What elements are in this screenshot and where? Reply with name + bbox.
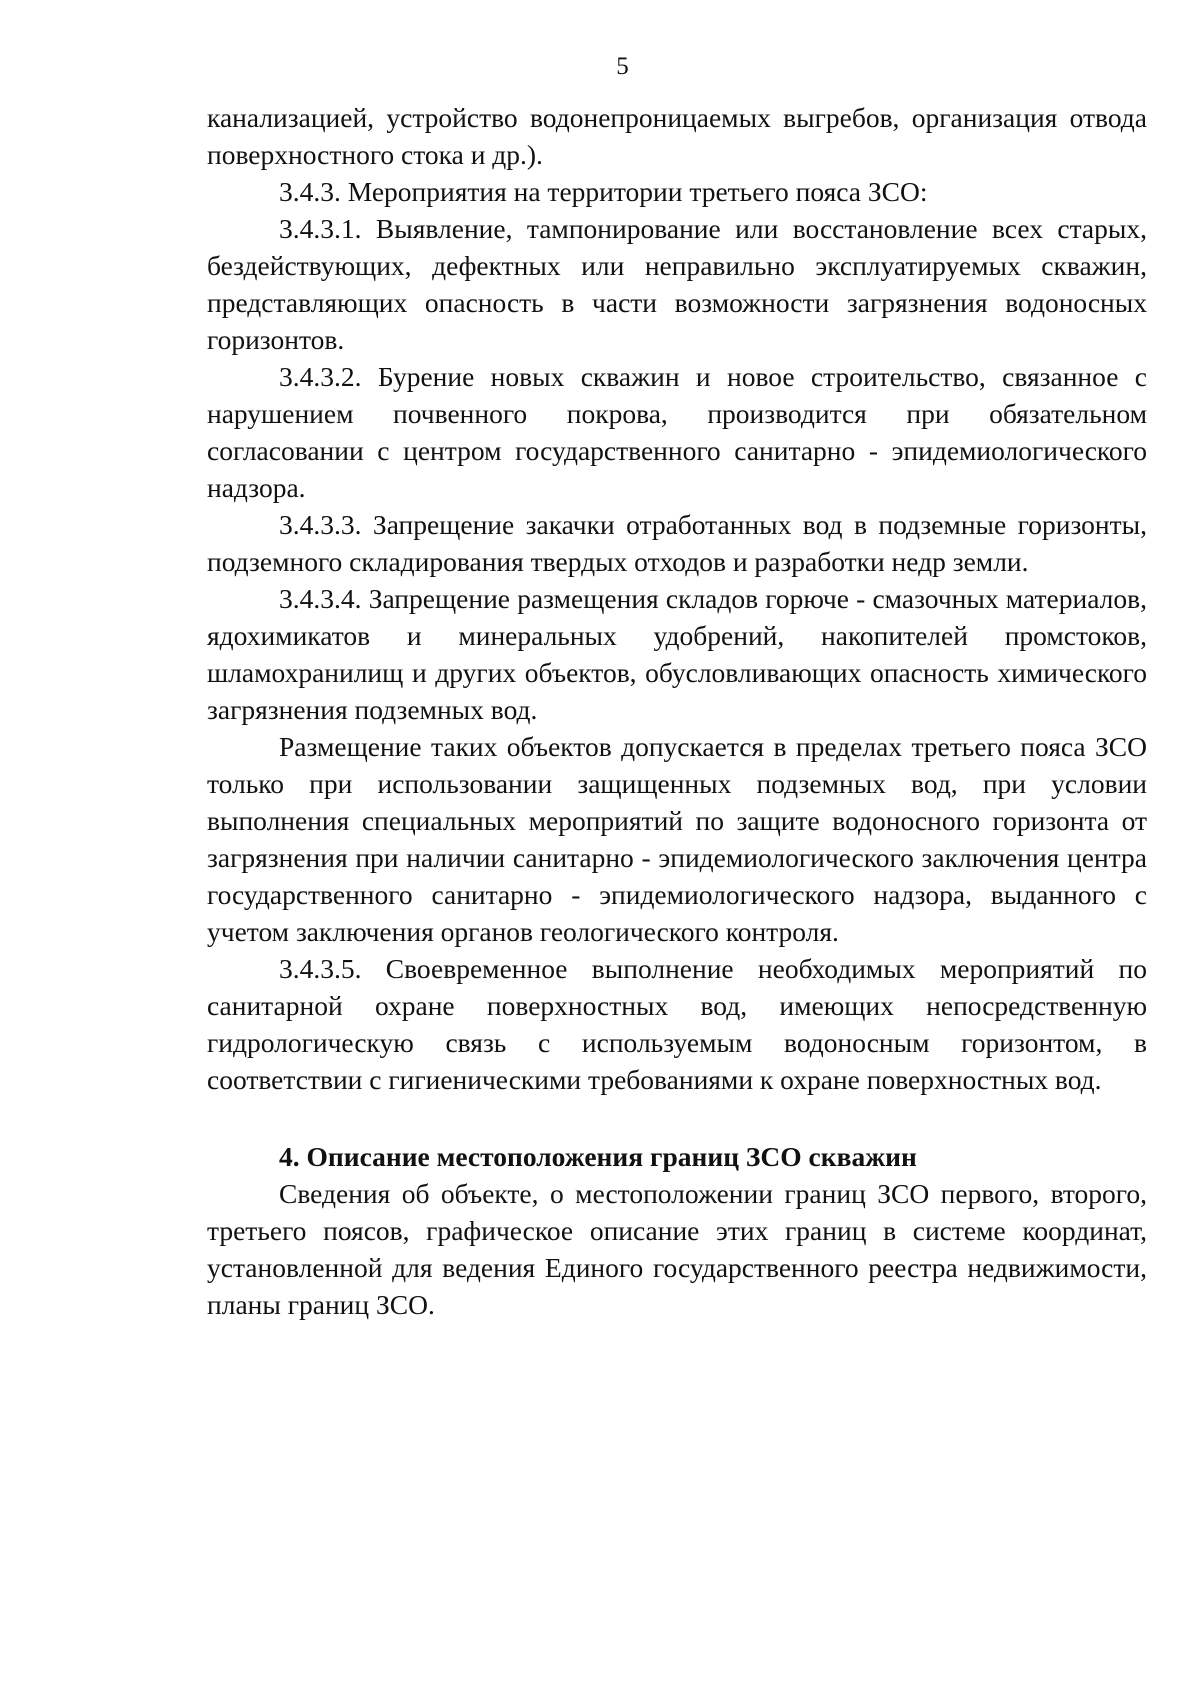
paragraph-continuation: канализацией, устройство водонепроницаемых выгребов, организация отвода поверхностного стока и др.). xyxy=(207,102,1147,170)
page-number: 5 xyxy=(616,53,629,80)
paragraph-3-4-3-4: 3.4.3.4. Запрещение размещения складов горюче - смазочных материалов, ядохимикатов и минеральных удобрений, накопителей промстоков, шламохранилищ и других объектов, обусловливающих опасность химического загрязнения подземных вод. xyxy=(207,583,1147,725)
paragraph-3-4-3-3: 3.4.3.3. Запрещение закачки отработанных вод в подземные горизонты, подземного складирования твердых отходов и разработки недр земли. xyxy=(207,509,1147,577)
section-heading: 4. Описание местоположения границ ЗСО скважин xyxy=(279,1141,917,1172)
section-paragraph: Сведения об объекте, о местоположении границ ЗСО первого, второго, третьего поясов, графическое описание этих границ в системе координат, установленной для ведения Единого государственного реестра недвижимости, планы границ ЗСО. xyxy=(207,1178,1147,1320)
paragraph-3-4-3-1: 3.4.3.1. Выявление, тампонирование или восстановление всех старых, бездействующих, дефектных или неправильно эксплуатируемых скважин, представляющих опасность в части возможности загрязнения водоносных горизонтов. xyxy=(207,213,1147,355)
paragraph-3-4-3: 3.4.3. Мероприятия на территории третьего пояса ЗСО: xyxy=(279,176,928,207)
paragraph-3-4-3-5: 3.4.3.5. Своевременное выполнение необходимых мероприятий по санитарной охране поверхностных вод, имеющих непосредственную гидрологическую связь с используемым водоносным горизонтом, в соответствии с гигиеническими требованиями к охране поверхностных вод. xyxy=(207,953,1147,1095)
document-body xyxy=(207,99,1147,1323)
paragraph-placement-conditions: Размещение таких объектов допускается в пределах третьего пояса ЗСО только при использовании защищенных подземных вод, при условии выполнения специальных мероприятий по защите водоносного горизонта от загрязнения при наличии санитарно - эпидемиологического заключения центра государственного санитарно - эпидемиологического надзора, выданного с учетом заключения органов геологического контроля. xyxy=(207,731,1147,947)
paragraph-3-4-3-2: 3.4.3.2. Бурение новых скважин и новое строительство, связанное с нарушением почвенного покрова, производится при обязательном согласовании с центром государственного санитарно - эпидемиологического надзора. xyxy=(207,361,1147,503)
